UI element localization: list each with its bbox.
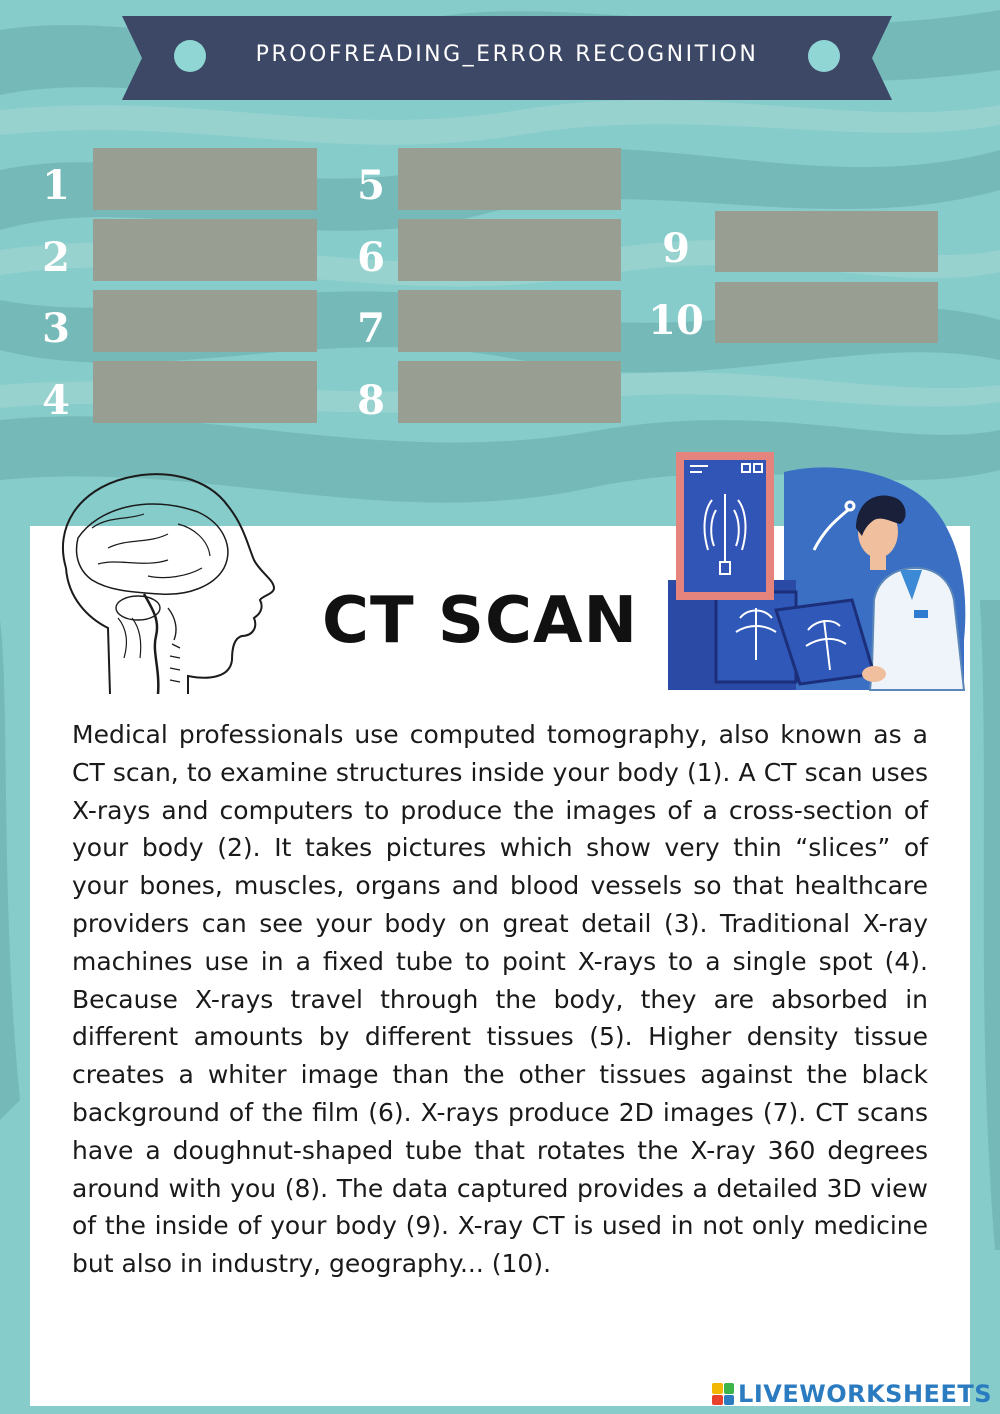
- banner-title: PROOFREADING_ERROR RECOGNITION: [255, 42, 759, 67]
- answer-box-4[interactable]: [93, 361, 317, 423]
- slot-number-5: 5: [357, 162, 385, 209]
- answer-box-2[interactable]: [93, 219, 317, 281]
- liveworksheets-logo-icon: [712, 1383, 734, 1405]
- slot-number-9: 9: [662, 225, 690, 272]
- slot-number-6: 6: [357, 234, 385, 281]
- answer-box-8[interactable]: [398, 361, 621, 423]
- answer-box-3[interactable]: [93, 290, 317, 352]
- slot-number-4: 4: [42, 377, 70, 424]
- brain-illustration: [48, 468, 280, 694]
- answer-box-9[interactable]: [715, 211, 938, 272]
- article-heading: CT SCAN: [321, 584, 639, 658]
- answer-box-1[interactable]: [93, 148, 317, 210]
- answer-box-5[interactable]: [398, 148, 621, 210]
- liveworksheets-brand: [712, 1380, 992, 1408]
- answer-box-7[interactable]: [398, 290, 621, 352]
- slot-number-10: 10: [648, 297, 704, 344]
- slot-number-1: 1: [42, 162, 70, 209]
- article-body: Medical professionals use computed tomography, also known as a CT scan, to examine structures inside your body (1). A CT scan uses X-rays and computers to produce the images of a cross-section of your body (2). It takes pictures which show very thin “slices” of your bones, muscles, organs and blood vessels so that healthcare providers can see your body on great detail (3). Traditional X-ray machines use in a fixed tube to point X-rays to a single spot (4). Because X-rays travel through the body, they are absorbed in different amounts by different tissues (5). Higher density tissue creates a whiter image than the other tissues against the black background of the film (6). X-rays produce 2D images (7). CT scans have a doughnut-shaped tube that rotates the X-ray 360 degrees around with you (8). The data captured provides a detailed 3D view of the inside of your body (9). X-ray CT is used in not only medicine but also in industry, geography... (10).: [72, 720, 928, 1279]
- slot-number-3: 3: [42, 305, 70, 352]
- brand-name: LIVEWORKSHEETS: [738, 1380, 992, 1408]
- doctor-xray-illustration: [664, 450, 980, 692]
- slot-number-8: 8: [357, 377, 385, 424]
- answer-box-10[interactable]: [715, 282, 938, 343]
- answer-box-6[interactable]: [398, 219, 621, 281]
- slot-number-7: 7: [357, 305, 385, 352]
- slot-number-2: 2: [42, 234, 70, 281]
- title-banner: [122, 16, 892, 100]
